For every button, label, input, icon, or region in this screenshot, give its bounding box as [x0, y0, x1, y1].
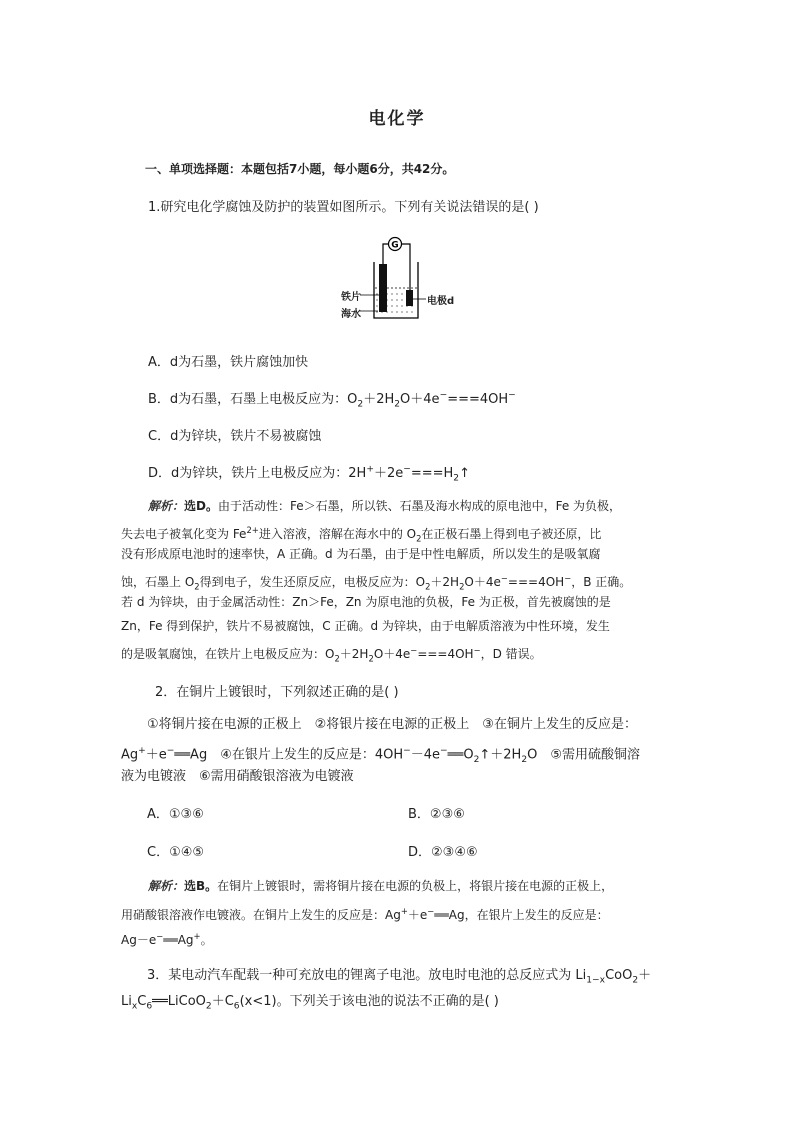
q1-explanation-line-5: 若 d 为锌块，由于金属活动性：Zn＞Fe，Zn 为原电池的负极，Fe 为正极，首先被腐蚀的是 — [121, 595, 611, 609]
electrode-d — [406, 290, 413, 306]
question-3-line-2: $Li_xC_6══LiCoO_2+C_6(x<1)$。下列关于该电池的说法不正确的是( ) — [121, 994, 499, 1012]
q1-explanation-line-6: Zn，Fe 得到保护，铁片不易被腐蚀，C 正确。d 为锌块，由于电解质溶液为中性环境，发生 — [121, 619, 610, 633]
label-seawater: 海水 — [341, 309, 361, 320]
q1-option-c: C．d为锌块，铁片不易被腐蚀 — [148, 429, 322, 444]
question-3-line-1: 3．某电动汽车配载一种可充放电的锂离子电池。放电时电池的总反应式为 $Li_{1-x}CoO_2+$ — [147, 968, 652, 986]
q1-explanation-line-4: 蚀，石墨上 $O_2$得到电子，发生还原反应，电极反应为：$O_2+2H_2O+4e^-===4OH^-$，B 正确。 — [121, 573, 632, 592]
q2-option-d: D．②③④⑥ — [408, 845, 478, 860]
corrosion-apparatus-figure — [340, 232, 460, 336]
q1-explanation-line-1: 解析：选D。由于活动性：Fe＞石墨，所以铁、石墨及海水构成的原电池中，Fe 为负极， — [148, 499, 622, 513]
q2-body-line-3: 液为电镀液 ⑥需用硝酸银溶液为电镀液 — [121, 769, 354, 784]
q2-body-line-2: Ag+＋e−══Ag ④在银片上发生的反应是：$4OH^--4e^-══O_2↑+2H_2O$ ⑤需用硫酸铜溶 — [121, 746, 640, 765]
q1-option-a: A．d为石墨，铁片腐蚀加快 — [148, 355, 309, 370]
q2-option-a: A．①③⑥ — [147, 807, 204, 822]
q1-explanation-line-2: 失去电子被氧化变为 $Fe^{2+}$进入溶液，溶解在海水中的 $O_2$在正极石墨上得到电子被还原，比 — [121, 525, 602, 544]
question-1-stem: 1.研究电化学腐蚀及防护的装置如图所示。下列有关说法错误的是( ) — [148, 200, 539, 215]
label-iron-sheet: 铁片 — [341, 292, 361, 303]
q1-option-d: D．d为锌块，铁片上电极反应为：$2H^++2e^-===H_2↑$ — [148, 464, 470, 484]
q1-option-b: B．d为石墨，石墨上电极反应为：$O_2+2H_2O+4e^-===4OH^-$ — [148, 390, 516, 410]
label-electrode-d: 电极d — [427, 296, 455, 307]
q2-option-c: C．①④⑤ — [147, 845, 205, 860]
question-2-stem: 2．在铜片上镀银时，下列叙述正确的是( ) — [155, 685, 399, 700]
q2-body-line-1: ①将铜片接在电源的正极上 ②将银片接在电源的正极上 ③在铜片上发生的反应是： — [147, 717, 637, 732]
q1-explanation-line-7: 的是吸氧腐蚀，在铁片上电极反应为：$O_2+2H_2O+4e^-===4OH^-$，D 错误。 — [121, 645, 542, 664]
q2-explanation-line-3: Ag－e−══Ag+。 — [121, 931, 213, 947]
section-heading: 一、单项选择题：本题包括7小题，每小题6分，共42分。 — [145, 162, 455, 176]
q2-explanation-line-2: 用硝酸银溶液作电镀液。在铜片上发生的反应是：Ag+＋e−══Ag，在银片上发生的反应是： — [121, 906, 609, 922]
page-title: 电化学 — [368, 109, 426, 129]
q2-option-b: B．②③⑥ — [408, 807, 465, 822]
galvanometer-label: G — [391, 240, 399, 251]
q1-explanation-line-3: 没有形成原电池时的速率快，A 正确。d 为石墨，由于是中性电解质，所以发生的是吸氧腐 — [121, 547, 601, 561]
q2-explanation-line-1: 解析：选B。在铜片上镀银时，需将铜片接在电源的负极上，将银片接在电源的正极上， — [148, 879, 614, 893]
iron-sheet — [379, 264, 387, 312]
